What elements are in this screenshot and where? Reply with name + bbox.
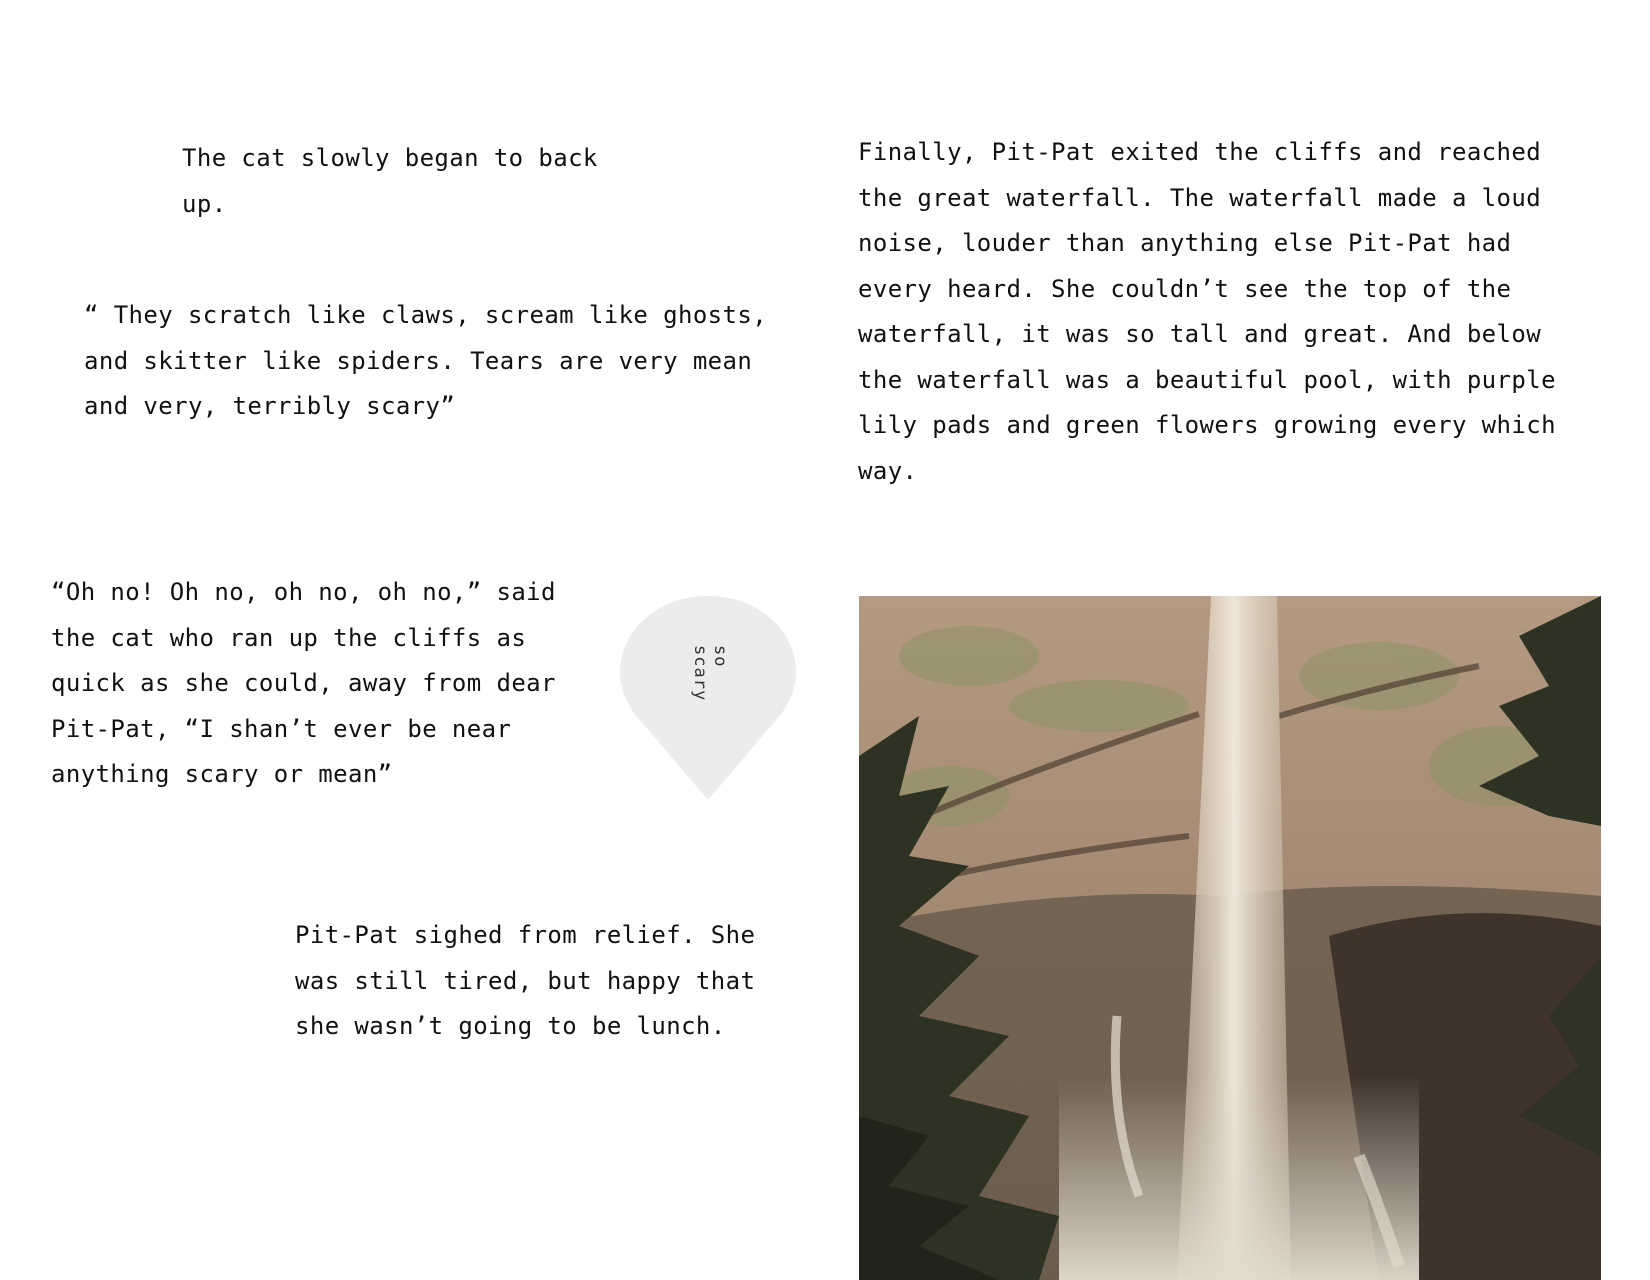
waterfall-illustration xyxy=(859,596,1601,1280)
waterfall-photo xyxy=(859,596,1601,1280)
text-cat-runs-away: “Oh no! Oh no, oh no, oh no,” said the cat who ran up the cliffs as quick as she could, away from dear Pit-Pat, “I shan’t ever be near anything scary or mean” xyxy=(51,578,556,788)
text-waterfall-description: Finally, Pit-Pat exited the cliffs and reached the great waterfall. The waterfall made a loud noise, louder than anything else Pit-Pat had every heard. She couldn’t see the top of the waterfall, it was so tall and great. And below the waterfall was a beautiful pool, with purple lily pads and green flowers growing every which way. xyxy=(858,138,1556,485)
text-pit-pat-relief: Pit-Pat sighed from relief. She was still tired, but happy that she wasn’t going to be lunch. xyxy=(295,921,756,1040)
text-cat-backs-up: The cat slowly began to back up. xyxy=(182,144,598,218)
speech-bubble-text: so scary xyxy=(690,645,730,702)
text-tears-quote: “ They scratch like claws, scream like ghosts, and skitter like spiders. Tears are very mean and very, terribly scary” xyxy=(84,301,768,420)
